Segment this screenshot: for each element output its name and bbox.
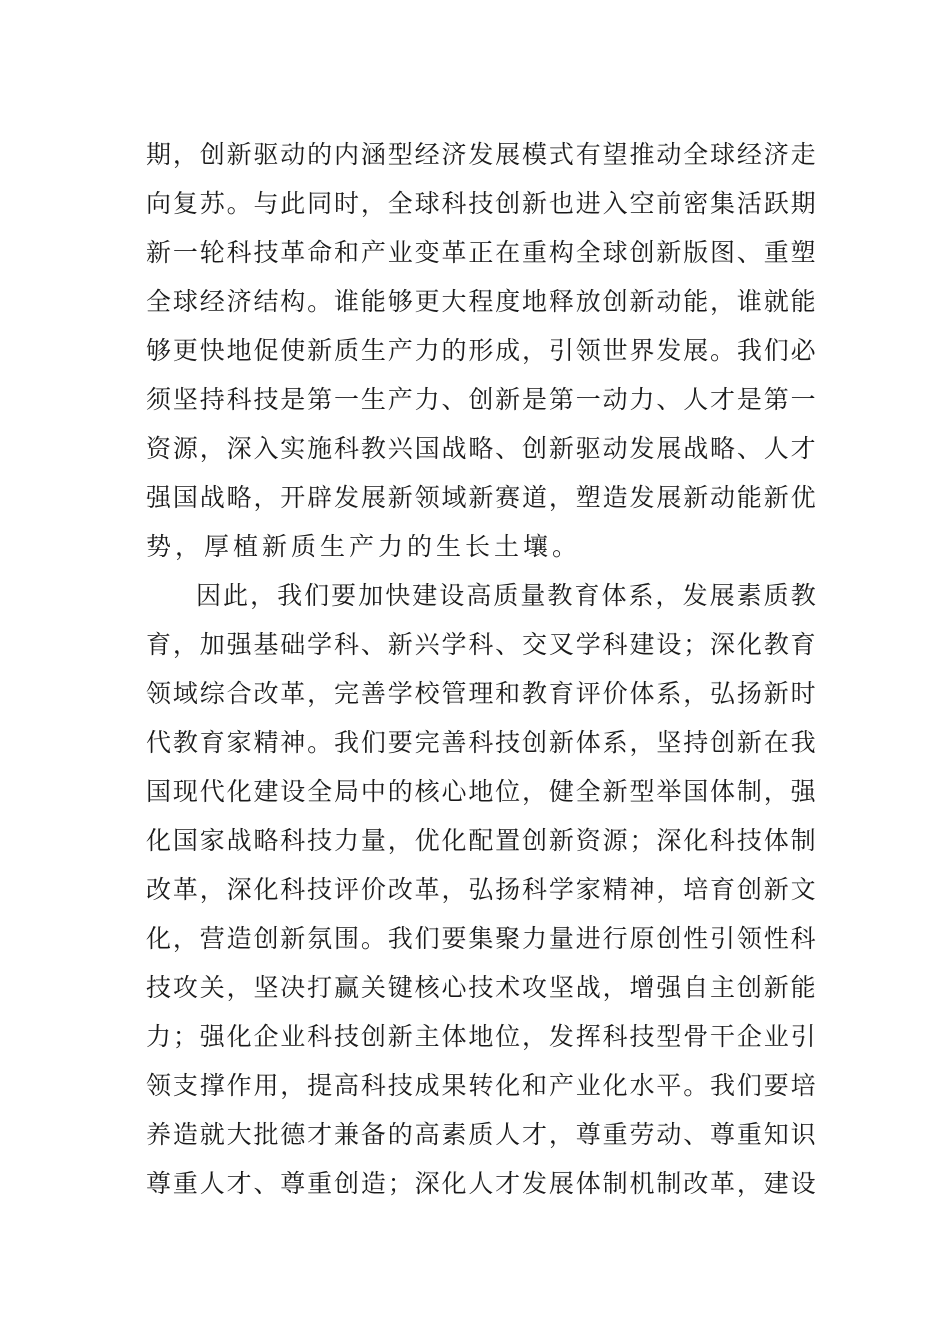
text-line: 强 国 战 略 ， 开 辟 发 展 新 领 域 新 赛 道 ， 塑 造 发 展 新 动 能 新 优 [146, 483, 816, 512]
text-line: 向 复 苏 。 与 此 同 时 ， 全 球 科 技 创 新 也 进 入 空 前 密 集 活 跃 期 [146, 189, 816, 218]
text-line: 养 造 就 大 批 德 才 兼 备 的 高 素 质 人 才 ， 尊 重 劳 动 、 尊 重 知 识 [146, 1120, 816, 1149]
text-line: 育 ， 加 强 基 础 学 科 、 新 兴 学 科 、 交 叉 学 科 建 设 ； 深 化 教 育 [146, 630, 816, 659]
text-line: 期 ， 创 新 驱 动 的 内 涵 型 经 济 发 展 模 式 有 望 推 动 全 球 经 济 走 [146, 140, 816, 169]
text-line: 领 域 综 合 改 革 ， 完 善 学 校 管 理 和 教 育 评 价 体 系 ， 弘 扬 新 时 [146, 679, 816, 708]
text-line: 化 ， 营 造 创 新 氛 围 。 我 们 要 集 聚 力 量 进 行 原 创 性 引 领 性 科 [146, 924, 816, 953]
text-line: 须 坚 持 科 技 是 第 一 生 产 力 、 创 新 是 第 一 动 力 、 人 才 是 第 一 [146, 385, 816, 414]
text-line: 代 教 育 家 精 神 。 我 们 要 完 善 科 技 创 新 体 系 ， 坚 持 创 新 在 我 [146, 728, 816, 757]
text-line: 势，厚植新质生产力的生长土壤。 [146, 532, 582, 561]
text-line: 尊 重 人 才 、 尊 重 创 造 ； 深 化 人 才 发 展 体 制 机 制 改 革 ， 建 设 [146, 1169, 816, 1198]
text-line: 化 国 家 战 略 科 技 力 量 ， 优 化 配 置 创 新 资 源 ； 深 化 科 技 体 制 [146, 826, 816, 855]
text-line: 因 此 ， 我 们 要 加 快 建 设 高 质 量 教 育 体 系 ， 发 展 素 质 教 [196, 581, 816, 610]
text-line: 全 球 经 济 结 构 。 谁 能 够 更 大 程 度 地 释 放 创 新 动 能 ， 谁 就 能 [146, 287, 816, 316]
text-line: 资 源 ， 深 入 实 施 科 教 兴 国 战 略 、 创 新 驱 动 发 展 战 略 、 人 才 [146, 434, 816, 463]
text-line: 新 一 轮 科 技 革 命 和 产 业 变 革 正 在 重 构 全 球 创 新 版 图 、 重 塑 [146, 238, 816, 267]
text-line: 改 革 ， 深 化 科 技 评 价 改 革 ， 弘 扬 科 学 家 精 神 ， 培 育 创 新 文 [146, 875, 816, 904]
text-line: 力 ； 强 化 企 业 科 技 创 新 主 体 地 位 ， 发 挥 科 技 型 骨 干 企 业 引 [146, 1022, 816, 1051]
text-line: 领 支 撑 作 用 ， 提 高 科 技 成 果 转 化 和 产 业 化 水 平 。 我 们 要 培 [146, 1071, 816, 1100]
text-line: 够 更 快 地 促 使 新 质 生 产 力 的 形 成 ， 引 领 世 界 发 展 。 我 们 必 [146, 336, 816, 365]
text-line: 技 攻 关 ， 坚 决 打 赢 关 键 核 心 技 术 攻 坚 战 ， 增 强 自 主 创 新 能 [146, 973, 816, 1002]
text-line: 国 现 代 化 建 设 全 局 中 的 核 心 地 位 ， 健 全 新 型 举 国 体 制 ， 强 [146, 777, 816, 806]
body-text [146, 130, 816, 1208]
